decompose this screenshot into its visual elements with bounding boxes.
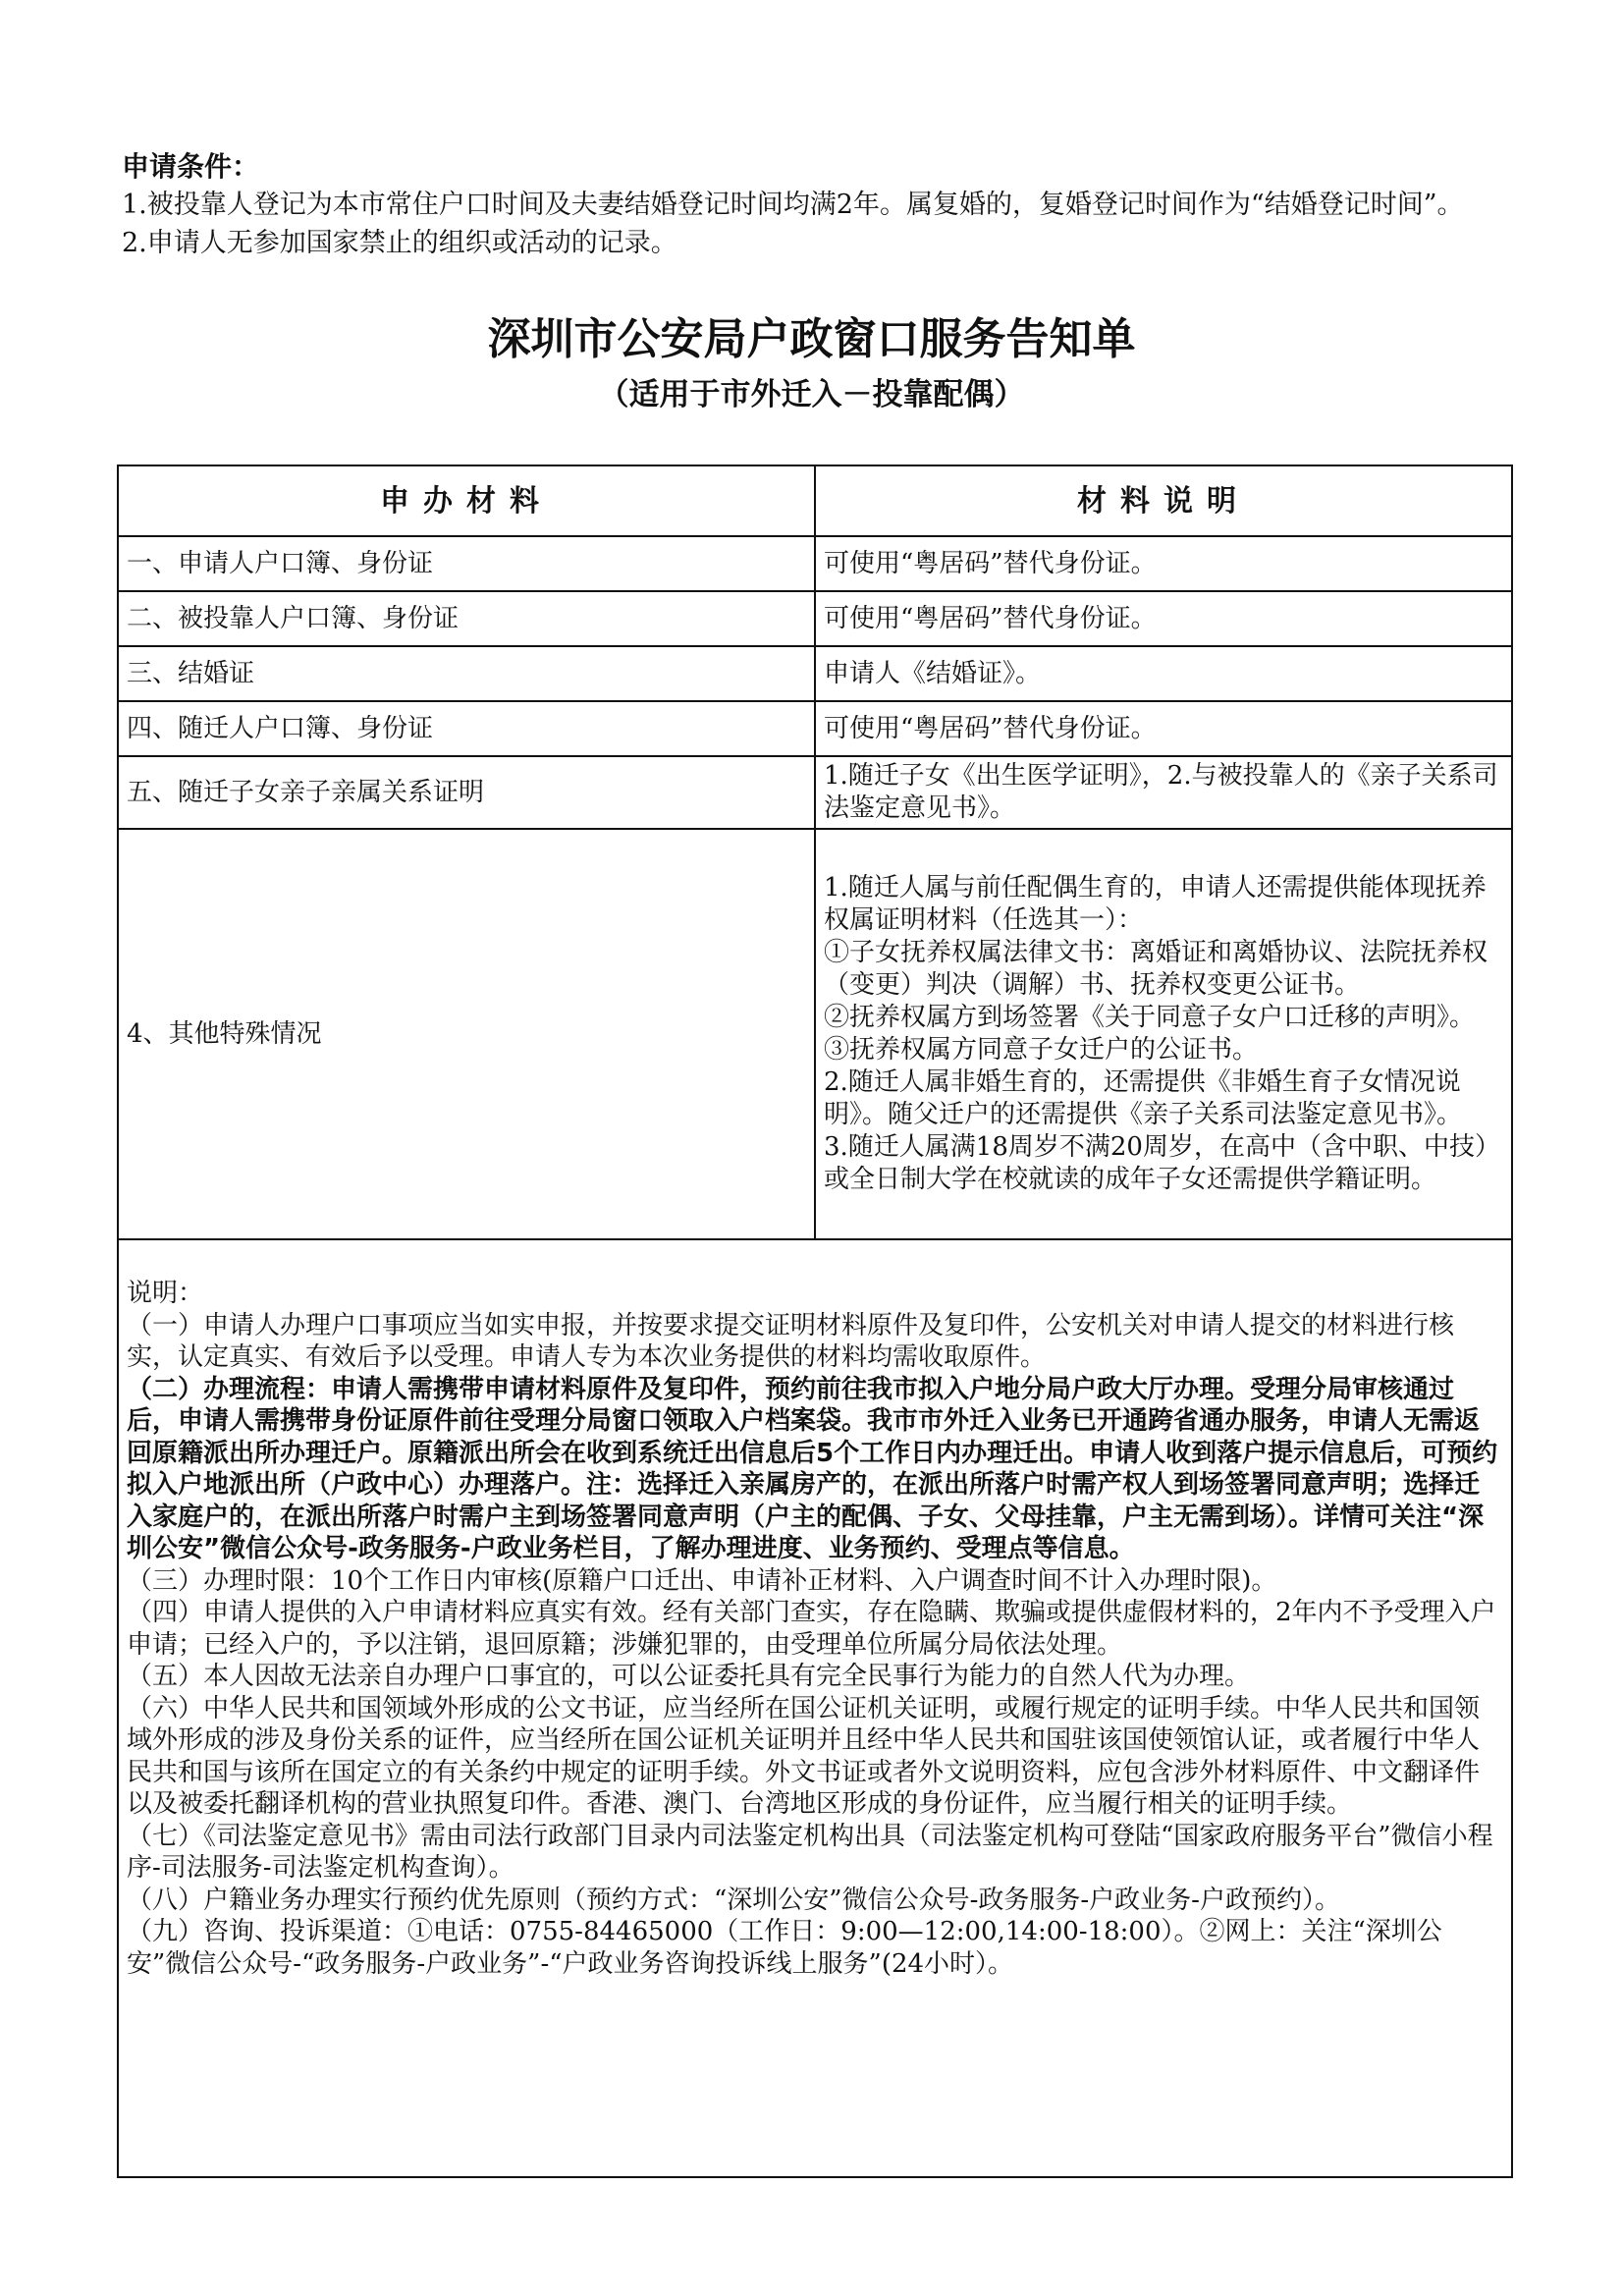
special-line: 1.随迁人属与前任配偶生育的，申请人还需提供能体现抚养权属证明材料（任选其一）：: [824, 873, 1487, 935]
notes-cell: [118, 1239, 1512, 2177]
column-header-materials: 申办材料: [118, 465, 815, 536]
material-cell: 五、随迁子女亲子亲属关系证明: [118, 756, 815, 829]
material-cell: 二、被投靠人户口簿、身份证: [118, 591, 815, 646]
table-row: [118, 756, 1512, 829]
materials-table: [117, 465, 1513, 2178]
note-item: （五）本人因故无法亲自办理户口事宜的，可以公证委托具有完全民事行为能力的自然人代为办理。: [127, 1662, 1251, 1691]
page-title: 深圳市公安局户政窗口服务告知单: [487, 314, 1136, 364]
description-cell: 可使用“粤居码”替代身份证。: [815, 701, 1512, 756]
table-row: [118, 536, 1512, 591]
special-description-cell: [815, 829, 1512, 1239]
note-item: （八）户籍业务办理实行预约优先原则（预约方式：“深圳公安”微信公众号-政务服务-户政业务-户政预约）。: [127, 1885, 1340, 1915]
material-cell: 一、申请人户口簿、身份证: [118, 536, 815, 591]
column-header-description: 材料说明: [815, 465, 1512, 536]
note-item-process: （二）办理流程：申请人需携带申请材料原件及复印件，预约前往我市拟入户地分局户政大厅办理。受理分局审核通过后，申请人需携带身份证原件前往受理分局窗口领取入户档案袋。我市市外迁入业务已开通跨省通办服务，申请人无需返回原籍派出所办理迁户。原籍派出所会在收到系统迁出信息后5个工作日内办理迁出。申请人收到落户提示信息后，可预约拟入户地派出所（户政中心）办理落户。注：选择迁入亲属房产的，在派出所落户时需产权人到场签署同意声明；选择迁入家庭户的，在派出所落户时需户主到场签署同意声明（户主的配偶、子女、父母挂靠，户主无需到场）。详情可关注“深圳公安”微信公众号-政务服务-户政业务栏目，了解办理进度、业务预约、受理点等信息。: [127, 1374, 1498, 1563]
table-header-row: [118, 465, 1512, 536]
special-line: 2.随迁人属非婚生育的，还需提供《非婚生育子女情况说明》。随父迁户的还需提供《亲子关系司法鉴定意见书》。: [824, 1067, 1463, 1129]
description-cell: 可使用“粤居码”替代身份证。: [815, 591, 1512, 646]
material-cell: 三、结婚证: [118, 646, 815, 701]
table-row: [118, 701, 1512, 756]
material-cell: 4、其他特殊情况: [118, 829, 815, 1239]
application-conditions: [122, 147, 1516, 262]
description-cell: 1.随迁子女《出生医学证明》，2.与被投靠人的《亲子关系司法鉴定意见书》。: [815, 756, 1512, 829]
note-item: （六）中华人民共和国领域外形成的公文书证，应当经所在国公证机关证明，或履行规定的证明手续。中华人民共和国领域外形成的涉及身份关系的证件，应当经所在国公证机关证明并且经中华人民共和国驻该国使领馆认证，或者履行中华人民共和国与该所在国定立的有关条约中规定的证明手续。外文书证或者外文说明资料，应包含涉外材料原件、中文翻译件以及被委托翻译机构的营业执照复印件。香港、澳门、台湾地区形成的身份证件，应当履行相关的证明手续。: [127, 1693, 1481, 1819]
special-line: ③抚养权属方同意子女迁户的公证书。: [824, 1035, 1259, 1065]
table-row: [118, 646, 1512, 701]
condition-item: 2.申请人无参加国家禁止的组织或活动的记录。: [122, 228, 677, 258]
notes-row: [118, 1239, 1512, 2177]
condition-item: 1.被投靠人登记为本市常住户口时间及夫妻结婚登记时间均满2年。属复婚的，复婚登记时间作为“结婚登记时间”。: [122, 190, 1464, 220]
note-item: （七）《司法鉴定意见书》需由司法行政部门目录内司法鉴定机构出具（司法鉴定机构可登陆“国家政府服务平台”微信小程序-司法服务-司法鉴定机构查询）。: [127, 1821, 1493, 1883]
note-item: （一）申请人办理户口事项应当如实申报，并按要求提交证明材料原件及复印件，公安机关对申请人提交的材料进行核实，认定真实、有效后予以受理。申请人专为本次业务提供的材料均需收取原件。: [127, 1310, 1455, 1372]
material-cell: 四、随迁人户口簿、身份证: [118, 701, 815, 756]
conditions-heading: 申请条件：: [122, 150, 260, 183]
page-subtitle: （适用于市外迁入－投靠配偶）: [598, 377, 1025, 412]
notes-heading: 说明：: [127, 1279, 204, 1308]
special-line: ②抚养权属方到场签署《关于同意子女户口迁移的声明》。: [824, 1003, 1476, 1032]
special-line: ①子女抚养权属法律文书：离婚证和离婚协议、法院抚养权（变更）判决（调解）书、抚养权变更公证书。: [824, 938, 1488, 1000]
note-item: （九）咨询、投诉渠道：①电话：0755-84465000（工作日：9:00—12:00,14:00-18:00）。②网上：关注“深圳公安”微信公众号-“政务服务-户政业务”-“户政业务咨询投诉线上服务”(24小时）。: [127, 1917, 1442, 1979]
special-line: 3.随迁人属满18周岁不满20周岁，在高中（含中职、中技）或全日制大学在校就读的成年子女还需提供学籍证明。: [824, 1132, 1500, 1194]
note-item: （四）申请人提供的入户申请材料应真实有效。经有关部门查实，存在隐瞒、欺骗或提供虚假材料的，2年内不予受理入户申请；已经入户的，予以注销，退回原籍；涉嫌犯罪的，由受理单位所属分局依法处理。: [127, 1598, 1496, 1660]
description-cell: 申请人《结婚证》。: [815, 646, 1512, 701]
note-item: （三）办理时限：10个工作日内审核(原籍户口迁出、申请补正材料、入户调查时间不计入办理时限)。: [127, 1565, 1277, 1596]
table-row: [118, 591, 1512, 646]
table-row-special: [118, 829, 1512, 1239]
description-cell: 可使用“粤居码”替代身份证。: [815, 536, 1512, 591]
